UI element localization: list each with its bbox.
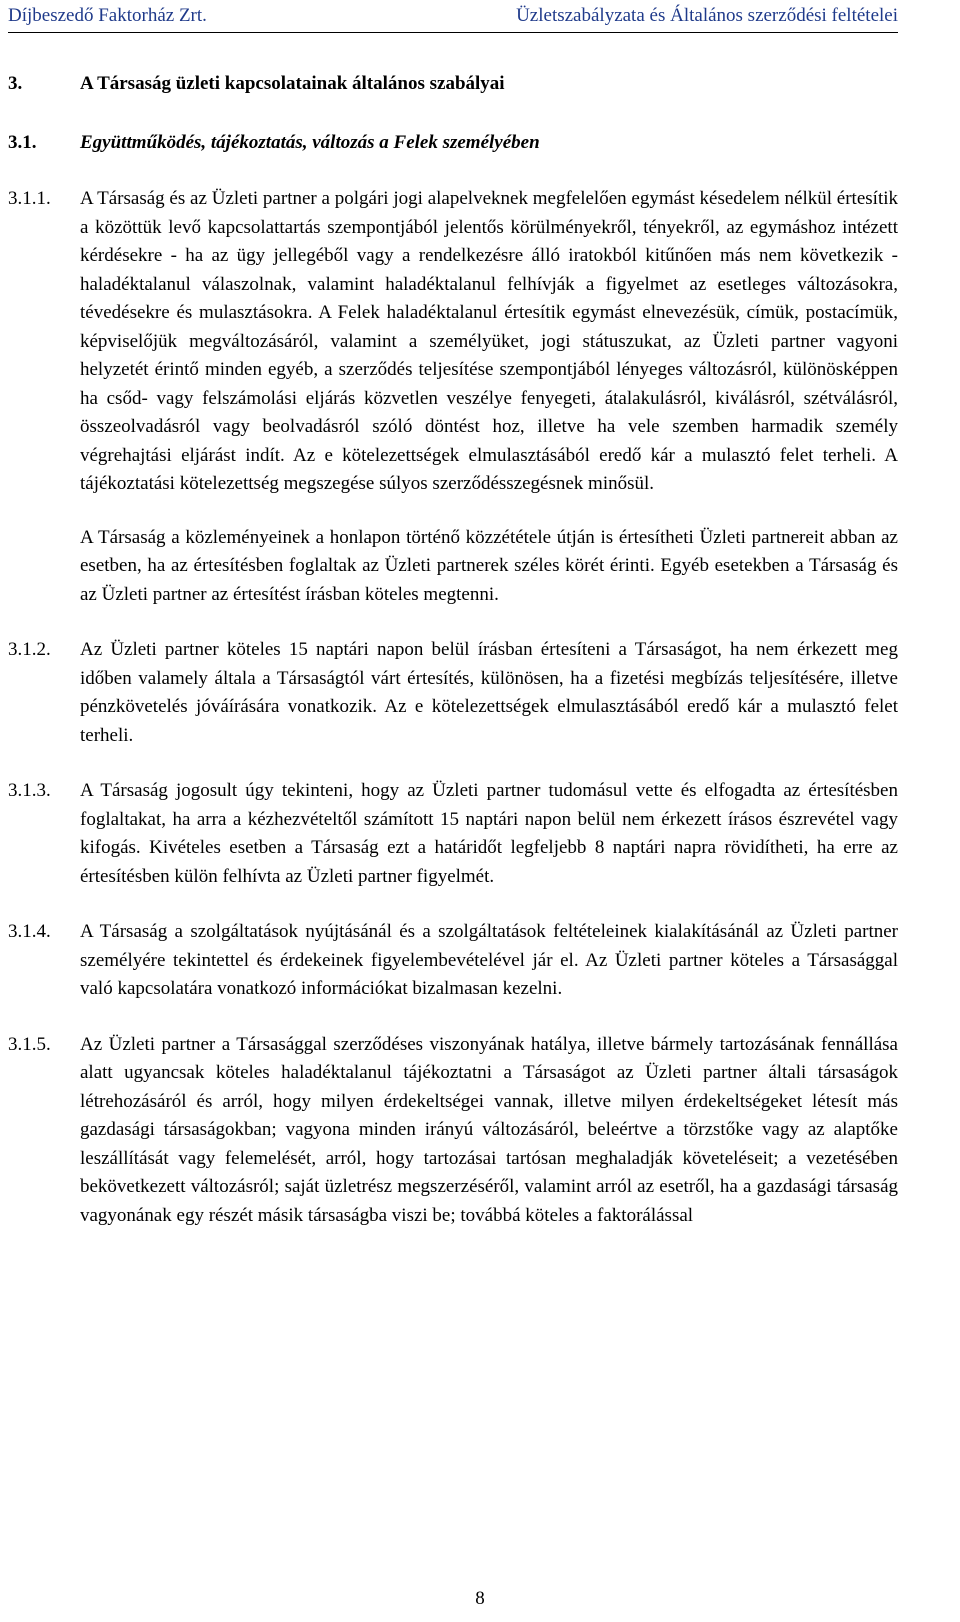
clause-3-1-2 bbox=[8, 636, 898, 750]
header-company-name: Díjbeszedő Faktorház Zrt. bbox=[8, 5, 207, 26]
clause-3-1-4 bbox=[8, 918, 898, 1004]
page-number: 8 bbox=[475, 1588, 485, 1609]
clause-body bbox=[80, 185, 898, 609]
clause-number: 3.1.1. bbox=[8, 188, 51, 209]
section-heading-title: A Társaság üzleti kapcsolatainak általános szabályai bbox=[80, 73, 505, 94]
header-document-title: Üzletszabályzata és Általános szerződési feltételei bbox=[516, 5, 898, 26]
clause-paragraph: A Társaság jogosult úgy tekinteni, hogy az Üzleti partner tudomásul vette és elfogadta az értesítésben foglaltakat, ha arra a kézhezvételtől számított 15 naptári napon belül nem érkezett írásos észrevétel vagy kifogás. Kivételes esetben a Társaság ezt a határidőt legfeljebb 8 naptári napra rövidítheti, ha erre az értesítésben külön felhívta az Üzleti partner figyelmét. bbox=[80, 780, 898, 887]
subsection-heading bbox=[8, 129, 898, 158]
clause-paragraph: Az Üzleti partner a Társasággal szerződéses viszonyának hatálya, illetve bármely tartozásának fennállása alatt ugyancsak köteles haladéktalanul tájékoztatni a Társaságot az Üzleti partner általi társaságok létrehozásáról és arról, hogy milyen érdekeltségei vannak, illetve milyen érdekeltségeket létesít más gazdasági társaságokban; vagyona minden irányú változásáról, beleértve a törzstőke vagy az alaptőke leszállítását vagy felemelését, arról, hogy tartozásai tartósan meghaladják követeléseit; a vezetésében bekövetkezett változásról; saját üzletrész megszerzéséről, valamint arról az esetről, ha a gazdasági társaság vagyonának egy részét másik társaságba viszi be; továbbá köteles a faktorálással bbox=[80, 1033, 898, 1226]
clause-paragraph: A Társaság a szolgáltatások nyújtásánál és a szolgáltatások feltételeinek kialakításánál az Üzleti partner személyére tekintettel és érdekeinek figyelembevételével jár el. Az Üzleti partner köteles a Társasággal való kapcsolatára vonatkozó információkat bizalmasan kezelni. bbox=[80, 921, 898, 999]
clause-number: 3.1.4. bbox=[8, 921, 51, 942]
document-body bbox=[8, 70, 898, 1257]
clause-body bbox=[80, 777, 898, 891]
clause-3-1-3 bbox=[8, 777, 898, 891]
subsection-heading-title: Együttműködés, tájékoztatás, változás a Felek személyében bbox=[80, 131, 540, 153]
subsection-heading-number: 3.1. bbox=[8, 131, 37, 153]
clause-paragraph: A Társaság és az Üzleti partner a polgári jogi alapelveknek megfelelően egymást késedelem nélkül értesítik a közöttük levő kapcsolattartás szempontjából jelentős körülményekről, tényekről, az egymáshoz intézett kérdésekre - ha az ügy jellegéből vagy a rendelkezésre álló iratokból kitűnően más nem következik - haladéktalanul válaszolnak, valamint haladéktalanul felhívják a figyelmet az esetleges változásokra, tévedésekre és mulasztásokra. A Felek haladéktalanul értesítik egymást elnevezésük, címük, postacímük, képviselőjük megváltozásáról, valamint a személyüket, jogi státuszukat, az Üzleti partner vagyoni helyzetét érintő minden egyéb, a szerződés teljesítése szempontjából lényeges változásról, különösképpen ha csőd- vagy felszámolási eljárás közvetlen veszélye fenyegeti, átalakulásról, kiválásról, szétválásról, összeolvadásról vagy beolvadásról szóló döntést hoz, illetve ha vele szemben harmadik személy végrehajtási eljárást indít. Az e kötelezettségek elmulasztásából eredő kár a mulasztó felet terheli. A tájékoztatási kötelezettség megszegése súlyos szerződésszegésnek minősül. bbox=[80, 188, 898, 494]
clause-number: 3.1.5. bbox=[8, 1033, 51, 1055]
clause-3-1-1 bbox=[8, 185, 898, 609]
clause-body bbox=[80, 636, 898, 750]
clause-paragraph: Az Üzleti partner köteles 15 naptári napon belül írásban értesíteni a Társaságot, ha nem érkezett meg időben valamely általa a Társaságtól várt értesítés, különösen, ha a fizetési megbízás teljesítésére, illetve pénzkövetelés jóváírására vonatkozik. Az e kötelezettségek elmulasztásából eredő kár a mulasztó felet terheli. bbox=[80, 639, 898, 746]
page-header bbox=[8, 4, 898, 33]
clause-number: 3.1.3. bbox=[8, 780, 51, 801]
section-heading bbox=[8, 70, 898, 99]
clause-paragraph: A Társaság a közleményeinek a honlapon történő közzététele útján is értesítheti Üzleti partnereit abban az esetben, ha az értesítésben foglaltak az Üzleti partnerek széles körét érinti. Egyéb esetekben a Társaság és az Üzleti partner az értesítést írásban köteles megtenni. bbox=[80, 526, 898, 605]
clause-body bbox=[80, 1031, 898, 1231]
clause-body bbox=[80, 918, 898, 1004]
clause-3-1-5 bbox=[8, 1031, 898, 1231]
section-heading-number: 3. bbox=[8, 73, 23, 94]
clause-number: 3.1.2. bbox=[8, 639, 51, 660]
